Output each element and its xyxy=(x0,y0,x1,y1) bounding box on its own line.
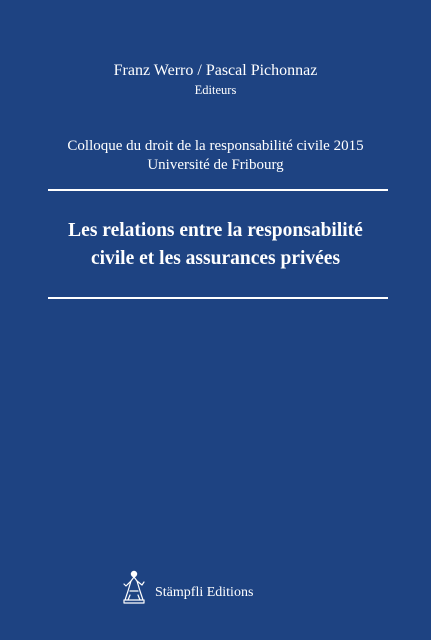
publisher-name: Stämpfli Editions xyxy=(155,585,254,600)
title-line-2: civile et les assurances privées xyxy=(90,248,341,269)
title-line-1: Les relations entre la responsabilité xyxy=(68,220,363,241)
editors-role: Editeurs xyxy=(194,83,237,97)
book-title xyxy=(0,217,431,273)
colloquium-line: Colloque du droit de la responsabilité civile 2015 xyxy=(67,138,364,154)
editors-names: Franz Werro / Pascal Pichonnaz xyxy=(113,62,318,79)
divider-bottom xyxy=(48,297,388,299)
divider-top xyxy=(48,189,388,191)
university-line: Université de Fribourg xyxy=(147,157,284,173)
colloquium-info xyxy=(0,137,431,175)
publisher-figure-icon xyxy=(121,569,147,605)
